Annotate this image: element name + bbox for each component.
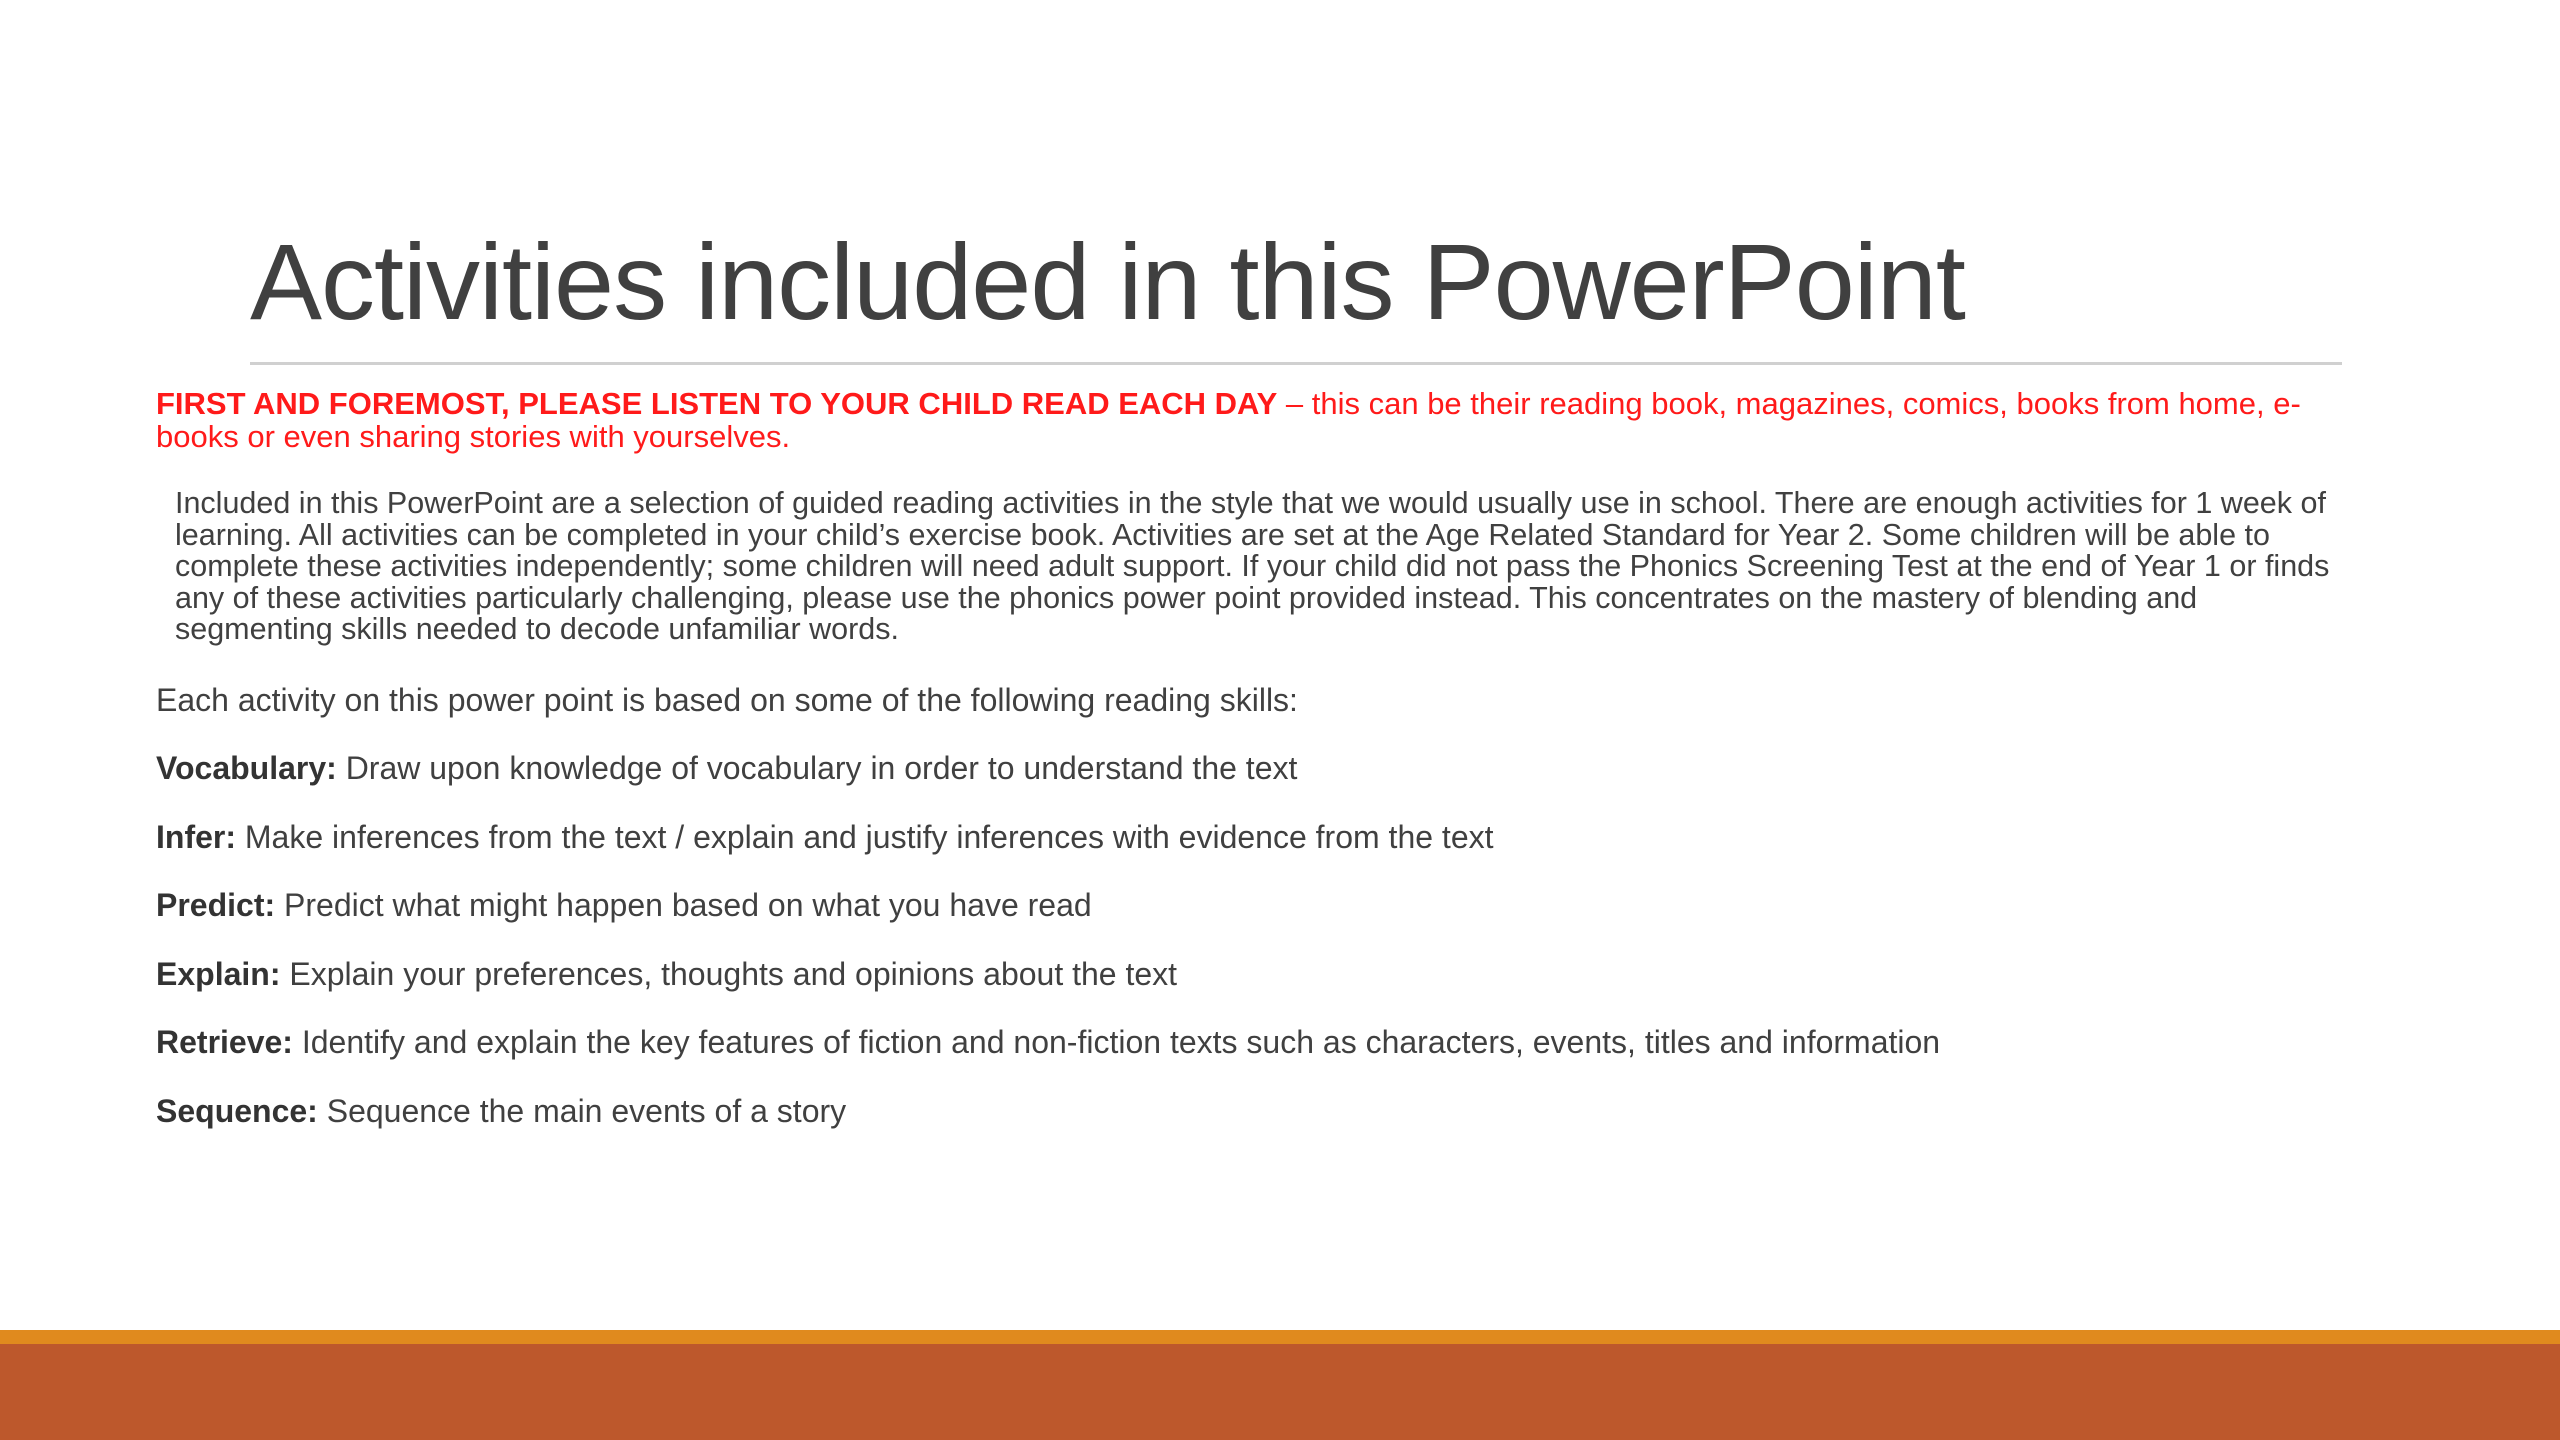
skill-label: Vocabulary: xyxy=(156,750,337,786)
footer-band xyxy=(0,1344,2560,1440)
skill-text: Draw upon knowledge of vocabulary in order to understand the text xyxy=(336,750,1298,786)
skill-explain xyxy=(156,954,2456,1023)
skill-label: Predict: xyxy=(156,887,276,924)
skill-label: Explain: xyxy=(156,955,281,992)
skill-retrieve xyxy=(156,1022,2456,1091)
skills-list xyxy=(156,748,2456,1160)
intro-emphasis: FIRST AND FOREMOST, PLEASE LISTEN TO YOUR CHILD READ EACH DAY xyxy=(156,386,1278,421)
skill-label: Infer: xyxy=(156,818,236,855)
skill-predict xyxy=(156,885,2456,954)
description-paragraph: Included in this PowerPoint are a selection of guided reading activities in the style that we would usually use in school. There are enough activities for 1 week of learning. All activities can be completed in your child’s exercise book. Activities are set at the Age Related Standard for Year 2. Some children will be able to complete these activities independently; some children will need adult support. If your child did not pass the Phonics Screening Test at the end of Year 1 or finds any of these activities particularly challenging, please use the phonics power point provided instead. This concentrates on the mastery of blending and segmenting skills needed to decode unfamiliar words. xyxy=(175,486,2330,646)
skill-text: Identify and explain the key features of fiction and non-fiction texts such as characters, events, titles and information xyxy=(292,1024,1941,1061)
skill-text: Predict what might happen based on what you have read xyxy=(275,887,1092,924)
skill-sequence xyxy=(156,1091,2456,1160)
slide-title: Activities included in this PowerPoint xyxy=(250,221,1965,342)
skill-vocabulary xyxy=(156,748,2456,817)
footer-accent-stripe xyxy=(0,1330,2560,1344)
skills-lead: Each activity on this power point is based on some of the following reading skills: xyxy=(156,682,1298,718)
skill-label: Sequence: xyxy=(156,1092,318,1129)
skill-text: Make inferences from the text / explain and justify inferences with evidence from the text xyxy=(236,818,1494,855)
title-divider xyxy=(250,362,2342,365)
skill-text: Sequence the main events of a story xyxy=(317,1092,847,1129)
skill-infer xyxy=(156,817,2456,886)
intro-rest: – this can be their reading book, magazines, comics, books from home, e-books or even sharing stories with yourselves. xyxy=(156,386,2301,454)
skill-text: Explain your preferences, thoughts and opinions about the text xyxy=(280,955,1178,992)
intro-paragraph xyxy=(156,387,2346,453)
skill-label: Retrieve: xyxy=(156,1024,293,1061)
